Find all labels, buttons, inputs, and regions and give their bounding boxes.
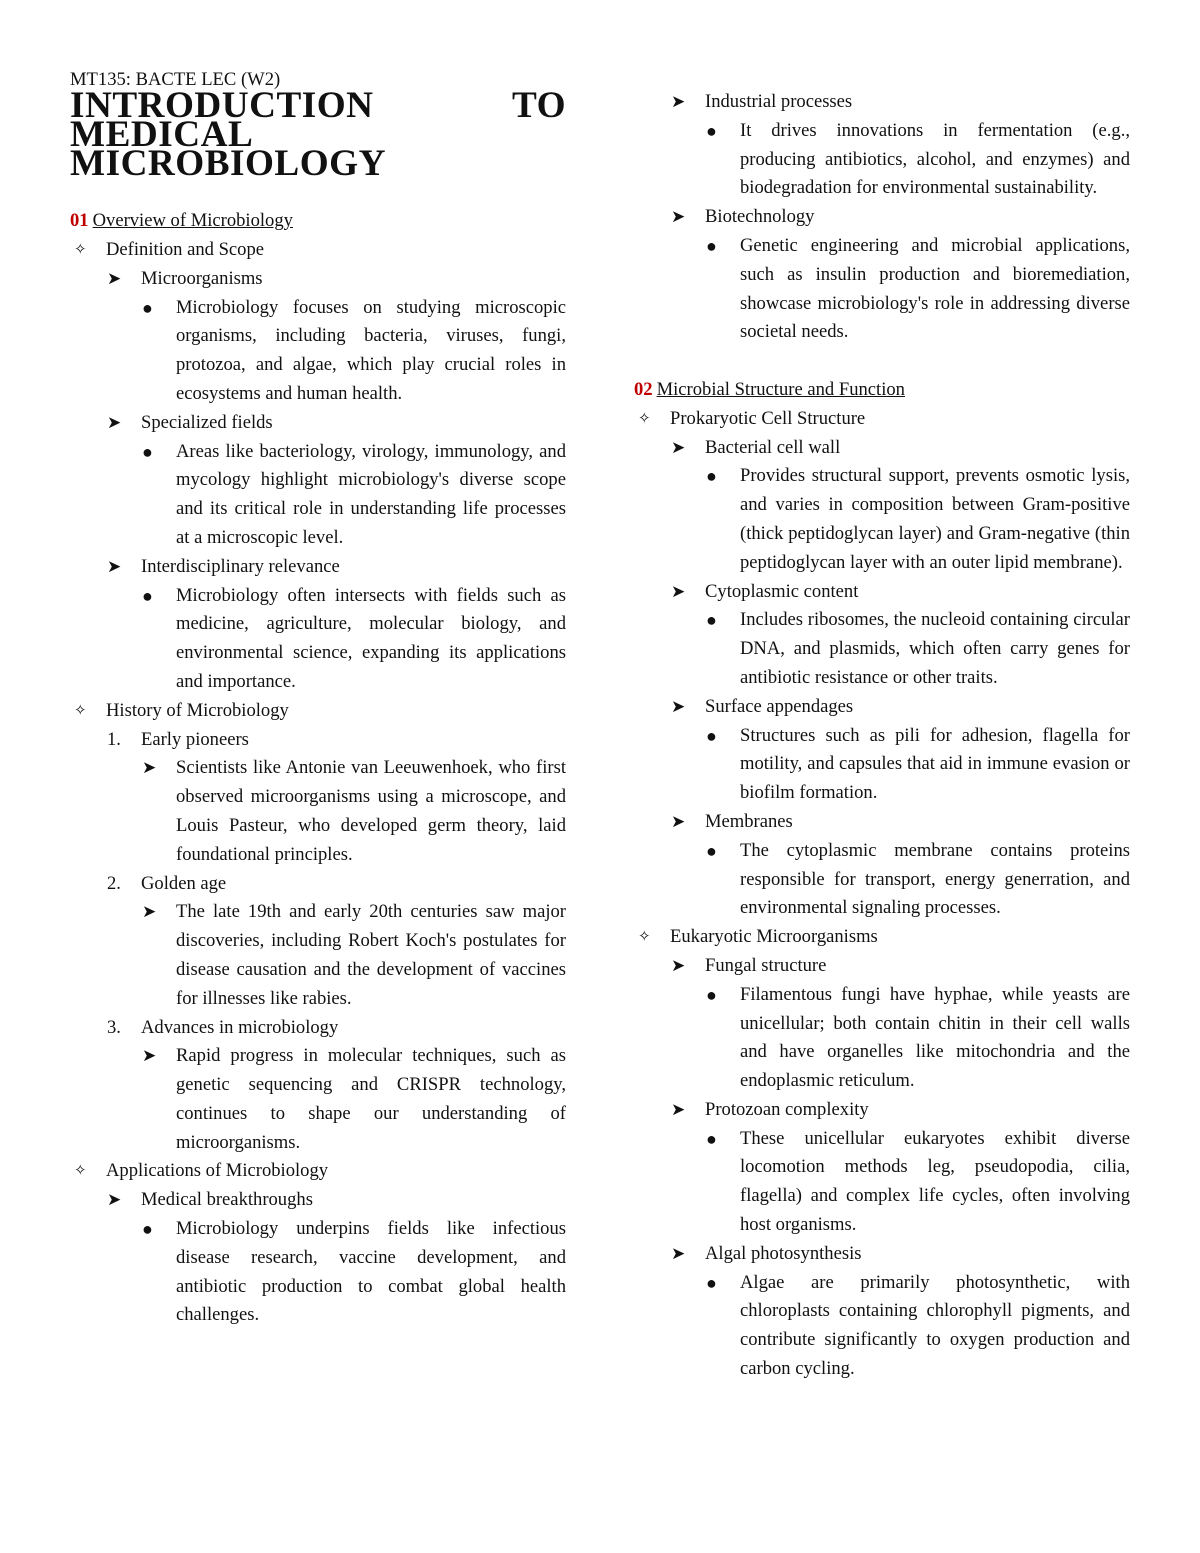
detail-fungal: ● Filamentous fungi have hyphae, while yeasts are unicellular; both contain chitin in their cell walls and have organelles like mitochondria and the endoplasmic reticulum.: [634, 981, 1130, 1096]
arrow-bullet-icon: ➤: [671, 437, 686, 457]
spacer: [634, 347, 1130, 376]
subtopic-definition: ✧ Definition and Scope: [70, 236, 566, 265]
point-fungal: ➤ Fungal structure: [634, 952, 1130, 981]
arrow-bullet-icon: ➤: [107, 556, 122, 576]
dot-bullet-icon: ●: [706, 120, 717, 141]
dot-bullet-icon: ●: [142, 441, 153, 462]
arrow-bullet-icon: ➤: [671, 581, 686, 601]
right-column: [634, 88, 1130, 1384]
diamond-bullet-icon: ✧: [74, 241, 87, 258]
arrow-bullet-icon: ➤: [107, 412, 122, 432]
point-industrial: ➤ Industrial processes: [634, 88, 1130, 117]
subtopic-eukaryotic: ✧ Eukaryotic Microorganisms: [634, 923, 1130, 952]
dot-bullet-icon: ●: [706, 235, 717, 256]
detail-membranes: ● The cytoplasmic membrane contains proteins responsible for transport, energy generration, and environmental signaling processes.: [634, 837, 1130, 923]
title-line-1: INTRODUCTION TO MEDICAL: [70, 85, 566, 155]
dot-bullet-icon: ●: [706, 466, 717, 487]
list-number: 2.: [107, 872, 121, 894]
arrow-bullet-icon: ➤: [142, 1046, 157, 1066]
detail-protozoan: ● These unicellular eukaryotes exhibit diverse locomotion methods leg, pseudopodia, cilia, flagella) and complex life cycles, often involving host organisms.: [634, 1125, 1130, 1240]
section-heading-1: [70, 207, 566, 236]
point-membranes: ➤ Membranes: [634, 808, 1130, 837]
arrow-bullet-icon: ➤: [671, 207, 686, 227]
diamond-bullet-icon: ✧: [74, 702, 87, 719]
numbered-golden-age: 2. Golden age: [70, 870, 566, 899]
detail-golden-age: ➤ The late 19th and early 20th centuries saw major discoveries, including Robert Koch's postulates for disease causation and the development of vaccines for illnesses like rabies.: [70, 898, 566, 1013]
dot-bullet-icon: ●: [706, 1128, 717, 1149]
arrow-bullet-icon: ➤: [671, 811, 686, 831]
detail-industrial: ● It drives innovations in fermentation (e.g., producing antibiotics, alcohol, and enzymes) and biodegradation for environmental sustainability.: [634, 117, 1130, 203]
point-protozoan: ➤ Protozoan complexity: [634, 1096, 1130, 1125]
detail-cell-wall: ● Provides structural support, prevents osmotic lysis, and varies in composition between Gram-positive (thick peptidoglycan layer) and Gram-negative (thin peptidoglycan layer with an outer lipid membrane).: [634, 462, 1130, 577]
dot-bullet-icon: ●: [142, 1219, 153, 1240]
diamond-bullet-icon: ✧: [74, 1163, 87, 1180]
arrow-bullet-icon: ➤: [142, 758, 157, 778]
detail-advances: ➤ Rapid progress in molecular techniques, such as genetic sequencing and CRISPR technology, continues to shape our understanding of microorganisms.: [70, 1042, 566, 1157]
dot-bullet-icon: ●: [706, 725, 717, 746]
point-cell-wall: ➤ Bacterial cell wall: [634, 434, 1130, 463]
dot-bullet-icon: ●: [142, 297, 153, 318]
arrow-bullet-icon: ➤: [671, 955, 686, 975]
arrow-bullet-icon: ➤: [107, 268, 122, 288]
detail-surface: ● Structures such as pili for adhesion, flagella for motility, and capsules that aid in immune evasion or biofilm formation.: [634, 722, 1130, 808]
dot-bullet-icon: ●: [142, 585, 153, 606]
section-number: 02: [634, 378, 653, 400]
arrow-bullet-icon: ➤: [671, 696, 686, 716]
numbered-advances: 3. Advances in microbiology: [70, 1014, 566, 1043]
detail-algal: ● Algae are primarily photosynthetic, with chloroplasts containing chlorophyll pigments, and contribute significantly to oxygen production and carbon cycling.: [634, 1269, 1130, 1384]
detail-specialized-fields: ● Areas like bacteriology, virology, immunology, and mycology highlight microbiology's diverse scope and its critical role in understanding life processes at a microscopic level.: [70, 438, 566, 553]
left-column: [70, 68, 566, 1330]
point-specialized-fields: ➤ Specialized fields: [70, 409, 566, 438]
diamond-bullet-icon: ✧: [638, 929, 651, 946]
course-code: MT135: BACTE LEC (W2): [70, 69, 281, 90]
point-biotechnology: ➤ Biotechnology: [634, 203, 1130, 232]
document-title: [70, 85, 566, 184]
detail-biotechnology: ● Genetic engineering and microbial applications, such as insulin production and bioremediation, showcase microbiology's role in addressing diverse societal needs.: [634, 232, 1130, 347]
diamond-bullet-icon: ✧: [638, 410, 651, 427]
arrow-bullet-icon: ➤: [671, 1099, 686, 1119]
point-interdisciplinary: ➤ Interdisciplinary relevance: [70, 553, 566, 582]
detail-cytoplasmic: ● Includes ribosomes, the nucleoid containing circular DNA, and plasmids, which often carry genes for antibiotic resistance or other traits.: [634, 606, 1130, 692]
dot-bullet-icon: ●: [706, 1272, 717, 1293]
dot-bullet-icon: ●: [706, 840, 717, 861]
point-surface: ➤ Surface appendages: [634, 693, 1130, 722]
point-microorganisms: ➤ Microorganisms: [70, 265, 566, 294]
section-title: Microbial Structure and Function: [656, 378, 905, 400]
detail-early-pioneers: ➤ Scientists like Antonie van Leeuwenhoek, who first observed microorganisms using a microscope, and Louis Pasteur, who developed germ theory, laid foundational principles.: [70, 754, 566, 869]
subtopic-prokaryotic: ✧ Prokaryotic Cell Structure: [634, 405, 1130, 434]
subtopic-applications: ✧ Applications of Microbiology: [70, 1157, 566, 1186]
arrow-bullet-icon: ➤: [671, 1243, 686, 1263]
detail-microorganisms: ● Microbiology focuses on studying microscopic organisms, including bacteria, viruses, fungi, protozoa, and algae, which play crucial roles in ecosystems and human health.: [70, 294, 566, 409]
dot-bullet-icon: ●: [706, 610, 717, 631]
title-line-2: MICROBIOLOGY: [70, 142, 386, 184]
point-medical: ➤ Medical breakthroughs: [70, 1186, 566, 1215]
arrow-bullet-icon: ➤: [671, 92, 686, 111]
dot-bullet-icon: ●: [706, 984, 717, 1005]
arrow-bullet-icon: ➤: [142, 902, 157, 922]
list-number: 3.: [107, 1016, 121, 1038]
section-heading-2: [634, 376, 1130, 405]
numbered-early-pioneers: 1. Early pioneers: [70, 726, 566, 755]
arrow-bullet-icon: ➤: [107, 1190, 122, 1210]
detail-interdisciplinary: ● Microbiology often intersects with fields such as medicine, agriculture, molecular biology, and environmental science, expanding its applications and importance.: [70, 582, 566, 697]
point-algal: ➤ Algal photosynthesis: [634, 1240, 1130, 1269]
list-number: 1.: [107, 728, 121, 750]
detail-medical: ● Microbiology underpins fields like infectious disease research, vaccine development, and antibiotic production to combat global health challenges.: [70, 1215, 566, 1330]
subtopic-history: ✧ History of Microbiology: [70, 697, 566, 726]
point-cytoplasmic: ➤ Cytoplasmic content: [634, 578, 1130, 607]
section-title: Overview of Microbiology: [92, 210, 293, 232]
section-number: 01: [70, 210, 89, 232]
